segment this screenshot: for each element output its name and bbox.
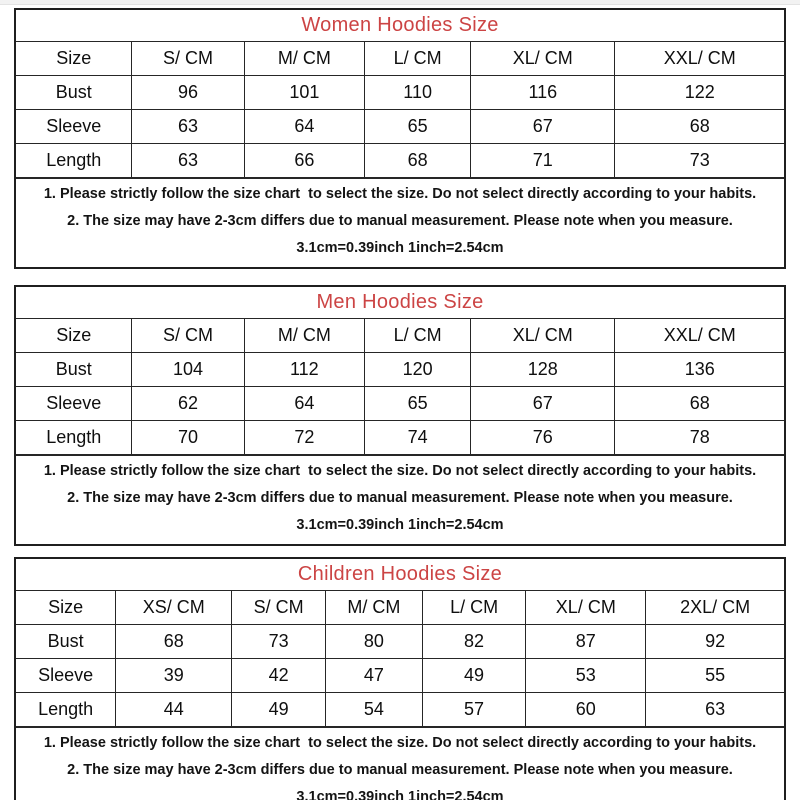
size-value-cell: 68 [116, 625, 232, 659]
note-line-2: 2. The size may have 2-3cm differs due to manual measurement. Please note when you measure. [67, 762, 733, 778]
size-value-cell: 68 [365, 144, 471, 178]
conversion-note: 3.1cm=0.39inch 1inch=2.54cm [296, 789, 504, 800]
children-hoodies-size-table [14, 557, 786, 800]
size-value-cell: 66 [244, 144, 365, 178]
table-row-length [16, 693, 784, 727]
size-value-cell: 101 [244, 76, 365, 110]
size-value-cell: 96 [132, 76, 244, 110]
table-row-length [16, 144, 784, 178]
size-value-cell: 67 [471, 387, 615, 421]
size-value-cell: 68 [615, 387, 784, 421]
note-line-1: 1. Please strictly follow the size chart to select the size. Do not select directly according to your habits. [43, 735, 757, 751]
column-header-m: M/ CM [325, 591, 422, 625]
row-label: Length [16, 421, 132, 455]
column-header-2xl: 2XL/ CM [646, 591, 784, 625]
table-row-sleeve [16, 110, 784, 144]
size-value-cell: 63 [646, 693, 784, 727]
size-value-cell: 136 [615, 353, 784, 387]
size-value-cell: 39 [116, 659, 232, 693]
size-value-cell: 60 [526, 693, 646, 727]
column-header-xxl: XXL/ CM [615, 42, 784, 76]
size-value-cell: 65 [365, 387, 471, 421]
size-value-cell: 92 [646, 625, 784, 659]
women-size-grid [16, 42, 784, 178]
column-header-l: L/ CM [422, 591, 526, 625]
size-value-cell: 122 [615, 76, 784, 110]
size-value-cell: 49 [232, 693, 326, 727]
size-value-cell: 64 [244, 387, 365, 421]
row-label: Length [16, 144, 132, 178]
column-header-l: L/ CM [365, 319, 471, 353]
size-value-cell: 78 [615, 421, 784, 455]
size-value-cell: 68 [615, 110, 784, 144]
size-value-cell: 76 [471, 421, 615, 455]
table-row-bust [16, 76, 784, 110]
size-value-cell: 44 [116, 693, 232, 727]
header-row [16, 42, 784, 76]
column-header-s: S/ CM [132, 319, 244, 353]
row-label: Sleeve [16, 659, 116, 693]
size-value-cell: 116 [471, 76, 615, 110]
column-header-size: Size [16, 591, 116, 625]
size-value-cell: 63 [132, 110, 244, 144]
note-line-2: 2. The size may have 2-3cm differs due to manual measurement. Please note when you measure. [67, 213, 733, 229]
size-value-cell: 42 [232, 659, 326, 693]
column-header-s: S/ CM [132, 42, 244, 76]
row-label: Bust [16, 625, 116, 659]
column-header-xl: XL/ CM [471, 319, 615, 353]
size-value-cell: 80 [325, 625, 422, 659]
table-row-length [16, 421, 784, 455]
women-table-title: Women Hoodies Size [16, 10, 784, 42]
column-header-xs: XS/ CM [116, 591, 232, 625]
column-header-size: Size [16, 42, 132, 76]
header-row [16, 319, 784, 353]
size-value-cell: 87 [526, 625, 646, 659]
women-notes-section [16, 178, 784, 267]
size-value-cell: 62 [132, 387, 244, 421]
size-value-cell: 73 [615, 144, 784, 178]
column-header-size: Size [16, 319, 132, 353]
size-value-cell: 54 [325, 693, 422, 727]
row-label: Length [16, 693, 116, 727]
table-row-sleeve [16, 387, 784, 421]
size-value-cell: 128 [471, 353, 615, 387]
column-header-xl: XL/ CM [471, 42, 615, 76]
size-value-cell: 49 [422, 659, 526, 693]
row-label: Bust [16, 76, 132, 110]
table-row-sleeve [16, 659, 784, 693]
note-line-1: 1. Please strictly follow the size chart to select the size. Do not select directly according to your habits. [43, 463, 757, 479]
row-label: Sleeve [16, 110, 132, 144]
size-value-cell: 120 [365, 353, 471, 387]
size-value-cell: 65 [365, 110, 471, 144]
children-table-title: Children Hoodies Size [16, 559, 784, 591]
size-value-cell: 73 [232, 625, 326, 659]
table-row-bust [16, 353, 784, 387]
size-value-cell: 67 [471, 110, 615, 144]
children-size-grid [16, 591, 784, 727]
table-row-bust [16, 625, 784, 659]
size-value-cell: 74 [365, 421, 471, 455]
row-label: Sleeve [16, 387, 132, 421]
men-table-title: Men Hoodies Size [16, 287, 784, 319]
children-notes-section [16, 727, 784, 800]
size-value-cell: 64 [244, 110, 365, 144]
column-header-m: M/ CM [244, 42, 365, 76]
men-hoodies-size-table [14, 285, 786, 546]
column-header-xxl: XXL/ CM [615, 319, 784, 353]
column-header-l: L/ CM [365, 42, 471, 76]
column-header-m: M/ CM [244, 319, 365, 353]
size-value-cell: 110 [365, 76, 471, 110]
conversion-note: 3.1cm=0.39inch 1inch=2.54cm [296, 517, 504, 533]
size-value-cell: 70 [132, 421, 244, 455]
size-value-cell: 53 [526, 659, 646, 693]
size-value-cell: 55 [646, 659, 784, 693]
size-value-cell: 72 [244, 421, 365, 455]
row-label: Bust [16, 353, 132, 387]
header-row [16, 591, 784, 625]
top-edge-divider [0, 0, 800, 5]
size-value-cell: 104 [132, 353, 244, 387]
size-value-cell: 63 [132, 144, 244, 178]
note-line-2: 2. The size may have 2-3cm differs due to manual measurement. Please note when you measure. [67, 490, 733, 506]
size-value-cell: 112 [244, 353, 365, 387]
women-hoodies-size-table [14, 8, 786, 269]
column-header-s: S/ CM [232, 591, 326, 625]
note-line-1: 1. Please strictly follow the size chart to select the size. Do not select directly according to your habits. [43, 186, 757, 202]
column-header-xl: XL/ CM [526, 591, 646, 625]
men-notes-section [16, 455, 784, 544]
conversion-note: 3.1cm=0.39inch 1inch=2.54cm [296, 240, 504, 256]
size-value-cell: 71 [471, 144, 615, 178]
size-value-cell: 47 [325, 659, 422, 693]
men-size-grid [16, 319, 784, 455]
size-value-cell: 82 [422, 625, 526, 659]
size-value-cell: 57 [422, 693, 526, 727]
